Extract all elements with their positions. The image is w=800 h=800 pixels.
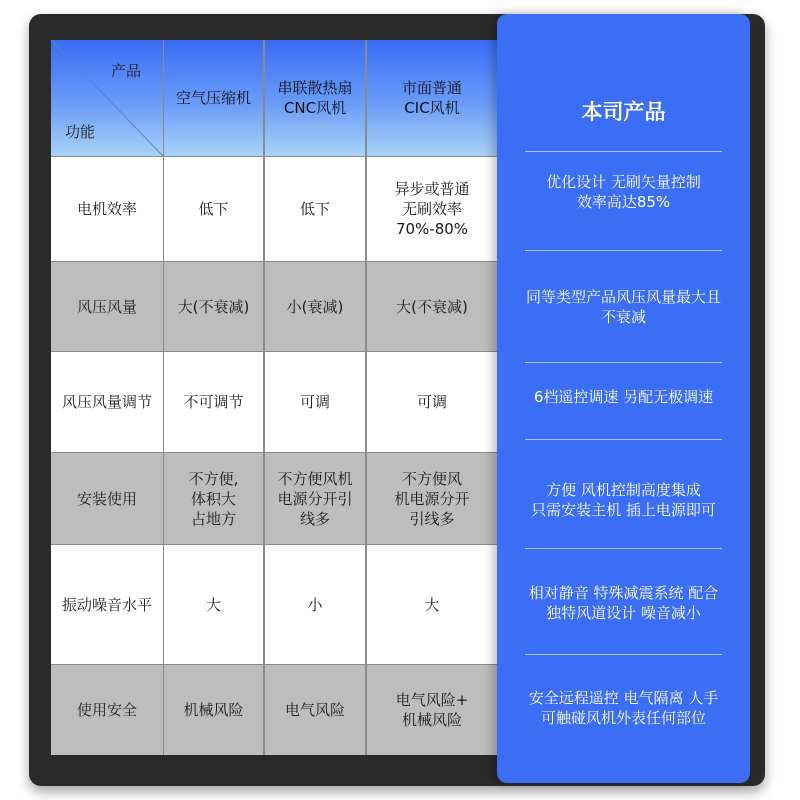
- panel-item: 安全远程遥控 电气隔离 人手 可触碰风机外表任何部位: [528, 689, 719, 727]
- table-cell: 电气风险: [265, 665, 365, 755]
- row-label-installation: 安装使用: [51, 453, 163, 544]
- our-product-panel: [497, 14, 750, 783]
- panel-divider: [525, 151, 722, 152]
- table-cell: 不方便, 体积大 占地方: [164, 453, 263, 544]
- panel-item: 相对静音 特殊减震系统 配合 独特风道设计 噪音减小: [528, 584, 719, 622]
- table-corner-header: [51, 40, 163, 156]
- header-cic-fan: 市面普通 CIC风机: [367, 40, 497, 156]
- table-cell: 小(衰减): [265, 262, 365, 351]
- panel-item: 同等类型产品风压风量最大且 不衰减: [525, 288, 721, 326]
- table-cell: 低下: [265, 157, 365, 261]
- panel-title: 本司产品: [581, 100, 666, 124]
- table-cell: 机械风险: [164, 665, 263, 755]
- table-cell: 大: [367, 545, 497, 664]
- row-label-air-pressure: 风压风量: [51, 262, 163, 351]
- panel-divider: [525, 250, 722, 251]
- panel-divider: [525, 654, 722, 655]
- corner-label-product: 产品: [110, 62, 141, 80]
- table-cell: 大(不衰减): [164, 262, 263, 351]
- table-cell: 可调: [367, 352, 497, 452]
- row-label-vibration-noise: 振动噪音水平: [51, 545, 163, 664]
- table-cell: 低下: [164, 157, 263, 261]
- table-cell: 大: [164, 545, 263, 664]
- header-air-compressor: 空气压缩机: [164, 40, 263, 156]
- panel-item: 方便 风机控制高度集成 只需安装主机 插上电源即可: [531, 481, 716, 519]
- table-cell: 不方便风 机电源分开 引线多: [367, 453, 497, 544]
- panel-divider: [525, 439, 722, 440]
- table-cell: 小: [265, 545, 365, 664]
- corner-label-function: 功能: [65, 123, 96, 141]
- table-cell: 不可调节: [164, 352, 263, 452]
- table-cell: 可调: [265, 352, 365, 452]
- panel-item: 6档遥控调速 另配无极调速: [533, 388, 714, 406]
- panel-item: 优化设计 无刷矢量控制 效率高达85%: [546, 173, 701, 211]
- table-cell: 大(不衰减): [367, 262, 497, 351]
- table-cell: 异步或普通 无刷效率 70%-80%: [367, 157, 497, 261]
- table-cell: 不方便风机 电源分开引 线多: [265, 453, 365, 544]
- panel-divider: [525, 362, 722, 363]
- table-cell: 电气风险+ 机械风险: [367, 665, 497, 755]
- header-cnc-fan: 串联散热扇 CNC风机: [265, 40, 365, 156]
- panel-divider: [525, 548, 722, 549]
- row-label-motor-efficiency: 电机效率: [51, 157, 163, 261]
- row-label-safety: 使用安全: [51, 665, 163, 755]
- row-label-adjustment: 风压风量调节: [51, 352, 163, 452]
